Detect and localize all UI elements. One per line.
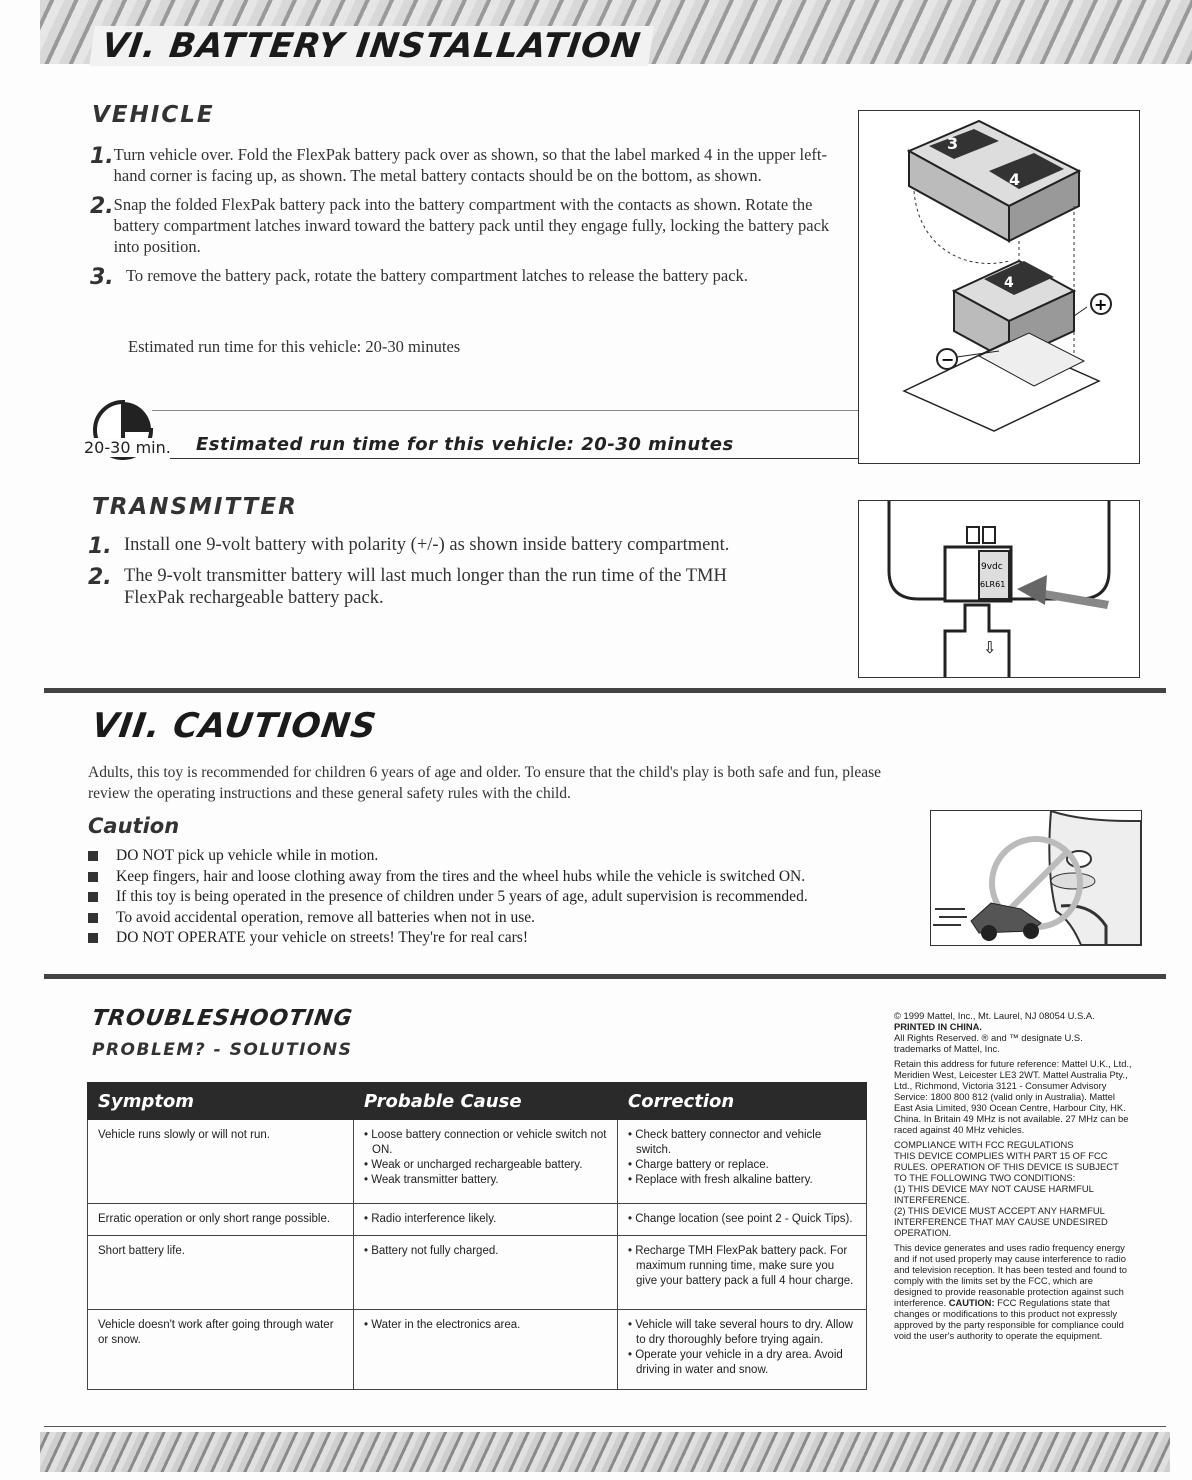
minus-icon: − — [941, 350, 955, 369]
divider — [44, 1426, 1166, 1427]
section-title-cautions: VII. CAUTIONS — [89, 706, 380, 746]
battery-label: 6LR61 — [980, 580, 1006, 589]
footer-banner — [40, 1432, 1170, 1472]
cause-cell — [354, 1204, 618, 1236]
address-text: Retain this address for future reference: Mattel U.K., Ltd., Meridien West, Leicester LE3 2WT. Mattel Australia Pty., Ltd., Richmond, Victoria 3121 - Consumer Advisory Service: 1800 800 812 (valid only in Australia). Mattel East Asia Limited, 930 Ocean Centre, Harbour City, HK. China. In Britain 49 MHz is not available. 27 MHz can be raced against 40 MHz vehicles. — [894, 1058, 1132, 1135]
list-item — [88, 846, 908, 867]
list-item-text: DO NOT pick up vehicle while in motion. — [116, 847, 379, 864]
step-number: 2. — [88, 565, 112, 590]
correction-cell — [618, 1236, 867, 1310]
column-header: Correction — [618, 1083, 867, 1120]
rights-text: All Rights Reserved. ® and ™ designate U.S. trademarks of Mattel, Inc. — [894, 1032, 1083, 1054]
list-item-text: To avoid accidental operation, remove all batteries when not in use. — [116, 908, 535, 926]
runtime-banner-text: Estimated run time for this vehicle: 20-30 minutes — [196, 434, 734, 455]
correction-item: • Vehicle will take several hours to dry. Allow to dry thoroughly before trying again. — [628, 1319, 853, 1346]
list-item-text: DO NOT OPERATE your vehicle on streets! They're for real cars! — [116, 929, 528, 946]
symptom-cell: Vehicle runs slowly or will not run. — [88, 1120, 354, 1204]
fcc-text: THIS DEVICE COMPLIES WITH PART 15 OF FCC RULES. OPERATION OF THIS DEVICE IS SUBJECT TO THE FOLLOWING TWO CONDITIONS: — [894, 1150, 1119, 1183]
bullet-icon — [88, 913, 98, 923]
correction-item: • Operate your vehicle in a dry area. Avoid driving in water and snow. — [628, 1349, 843, 1376]
cautions-intro: Adults, this toy is recommended for children 6 years of age and older. To ensure that the child's play is both safe and fun, please review the operating instructions and these general safety rules with the child. — [88, 764, 882, 802]
caution-text: FCC Regulations state that changes or modifications to this product not expressly approved by the party responsible for compliance could void the user's authority to operate the equipment. — [894, 1297, 1124, 1341]
caution-label: CAUTION: — [948, 1297, 995, 1308]
step-number: 1. — [88, 534, 112, 559]
pack-label: 4 — [1009, 170, 1021, 189]
transmitter-step — [88, 534, 808, 559]
battery-label: 9vdc — [981, 562, 1003, 572]
cause-item: • Radio interference likely. — [364, 1213, 497, 1225]
transmitter-diagram — [859, 501, 1139, 677]
vehicle-steps — [90, 144, 840, 290]
troubleshooting-table — [87, 1082, 867, 1390]
list-item-text: If this toy is being operated in the presence of children under 5 years of age, adult supervision is recommended. — [116, 888, 808, 905]
battery-pack-illustration — [858, 110, 1140, 464]
transmitter-illustration — [858, 500, 1140, 678]
caution-list — [88, 846, 908, 949]
step-number: 2. — [90, 194, 114, 219]
vehicle-heading: VEHICLE — [92, 102, 215, 128]
printed-in-text: PRINTED IN CHINA. — [894, 1021, 983, 1032]
troubleshooting-title: TROUBLESHOOTING — [90, 1006, 355, 1031]
table-row — [88, 1236, 867, 1310]
step-number: 3. — [90, 265, 114, 290]
legal-notice — [894, 1010, 1132, 1345]
arrow-down-icon: ⇩ — [983, 638, 997, 657]
correction-cell — [618, 1310, 867, 1390]
step-number: 1. — [90, 144, 114, 169]
transmitter-heading: TRANSMITTER — [92, 494, 298, 520]
troubleshooting-subtitle: PROBLEM? - SOLUTIONS — [92, 1040, 353, 1060]
column-header: Symptom — [88, 1083, 354, 1120]
correction-item: • Change location (see point 2 - Quick Tips). — [628, 1213, 853, 1225]
correction-item: • Replace with fresh alkaline battery. — [628, 1174, 813, 1186]
cause-item: • Weak or uncharged rechargeable battery. — [364, 1159, 583, 1171]
symptom-cell: Erratic operation or only short range possible. — [88, 1204, 354, 1236]
copyright-text: © 1999 Mattel, Inc., Mt. Laurel, NJ 08054 U.S.A. — [894, 1010, 1095, 1021]
list-item — [88, 887, 908, 908]
divider — [170, 458, 858, 459]
table-row — [88, 1204, 867, 1236]
list-item — [88, 867, 908, 888]
cause-cell — [354, 1310, 618, 1390]
correction-item: • Check battery connector and vehicle switch. — [628, 1129, 822, 1156]
street-warning-illustration — [930, 810, 1142, 946]
fcc-heading: COMPLIANCE WITH FCC REGULATIONS — [894, 1139, 1074, 1150]
no-street-driving-icon — [931, 811, 1141, 945]
section-title-battery: VI. BATTERY INSTALLATION — [89, 26, 653, 66]
caution-heading: Caution — [88, 814, 180, 838]
symptom-cell: Short battery life. — [88, 1236, 354, 1310]
cause-cell — [354, 1236, 618, 1310]
step-text: Turn vehicle over. Fold the FlexPak battery pack over as shown, so that the label marked 4 in the upper left-hand corner is facing up, as shown. The metal battery contacts should be on the bottom, as shown. — [113, 145, 827, 185]
cause-item: • Loose battery connection or vehicle switch not ON. — [364, 1129, 607, 1156]
divider — [44, 974, 1166, 979]
vehicle-step — [90, 265, 840, 290]
fcc-condition: (2) THIS DEVICE MUST ACCEPT ANY HARMFUL INTERFERENCE THAT MAY CAUSE UNDESIRED OPERATION. — [894, 1205, 1108, 1238]
cause-cell — [354, 1120, 618, 1204]
correction-cell — [618, 1120, 867, 1204]
flexpak-diagram — [859, 111, 1139, 463]
correction-item: • Recharge TMH FlexPak battery pack. For maximum running time, make sure you give your battery pack a full 4 hour charge. — [628, 1245, 854, 1287]
pack-label: 4 — [1004, 275, 1014, 291]
transmitter-step — [88, 565, 808, 609]
table-row — [88, 1310, 867, 1390]
correction-item: • Charge battery or replace. — [628, 1159, 769, 1171]
pack-label: 3 — [947, 134, 959, 153]
list-item — [88, 928, 908, 949]
list-item-text: Keep fingers, hair and loose clothing away from the tires and the wheel hubs while the vehicle is switched ON. — [116, 867, 806, 885]
cause-item: • Battery not fully charged. — [364, 1245, 499, 1257]
plus-icon: + — [1094, 295, 1108, 314]
vehicle-step — [90, 144, 840, 186]
step-text: The 9-volt transmitter battery will last much longer than the run time of the TMH FlexPak rechargeable battery pack. — [124, 566, 727, 608]
runtime-note: Estimated run time for this vehicle: 20-30 minutes — [128, 337, 461, 356]
divider — [152, 410, 858, 411]
step-text: To remove the battery pack, rotate the battery compartment latches to release the battery pack. — [126, 266, 748, 285]
list-item — [88, 908, 908, 929]
bullet-icon — [88, 851, 98, 861]
divider — [44, 688, 1166, 693]
step-text: Snap the folded FlexPak battery pack into the battery compartment with the contacts as shown. Rotate the battery compartment latches inward toward the battery pack until they engage fully, locking the battery pack into position. — [113, 195, 830, 256]
table-row — [88, 1120, 867, 1204]
transmitter-steps — [88, 534, 808, 609]
cause-item: • Weak transmitter battery. — [364, 1174, 499, 1186]
runtime-badge: 20-30 min. — [84, 438, 171, 457]
bullet-icon — [88, 892, 98, 902]
correction-cell — [618, 1204, 867, 1236]
step-text: Install one 9-volt battery with polarity (+/-) as shown inside battery compartment. — [124, 535, 730, 555]
radio-notice: This device generates and uses radio frequency energy and if not used properly may cause interference to radio and television reception. It has been tested and found to comply with the limits set by the FCC, which are designed to provide reasonable protection against such interference. — [894, 1242, 1127, 1308]
vehicle-step — [90, 194, 840, 257]
cause-item: • Water in the electronics area. — [364, 1319, 521, 1331]
column-header: Probable Cause — [354, 1083, 618, 1120]
bullet-icon — [88, 933, 98, 943]
fcc-condition: (1) THIS DEVICE MAY NOT CAUSE HARMFUL INTERFERENCE. — [894, 1183, 1094, 1205]
bullet-icon — [88, 872, 98, 882]
symptom-cell: Vehicle doesn't work after going through water or snow. — [88, 1310, 354, 1390]
